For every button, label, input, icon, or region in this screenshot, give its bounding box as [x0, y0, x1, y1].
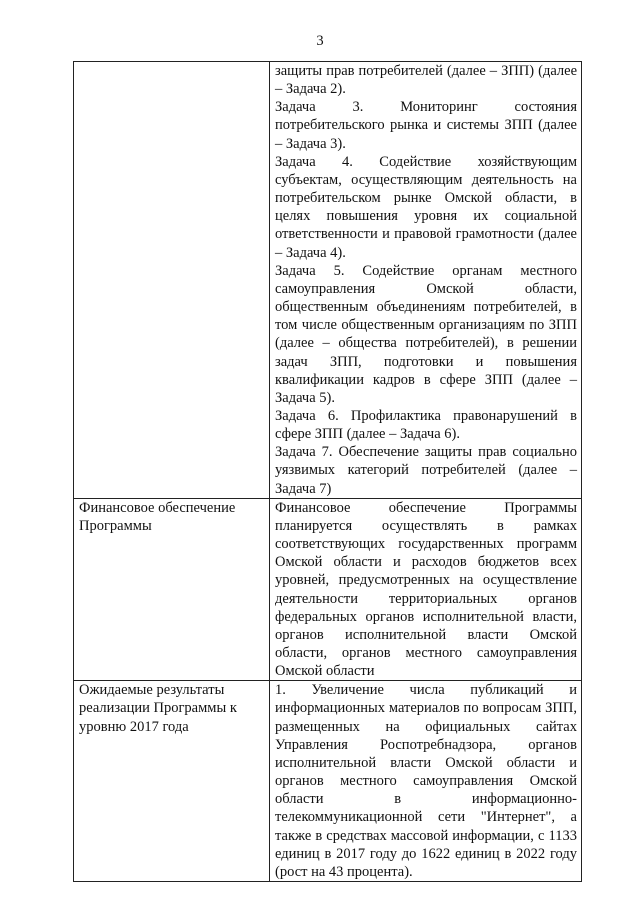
tasks-content-cell	[270, 62, 582, 499]
program-passport-table	[73, 61, 582, 882]
task-6-text: Задача 6. Профилактика правонарушений в сфере ЗПП (далее – Задача 6).	[275, 407, 577, 443]
expected-result-1-text: 1. Увеличение числа публикаций и информационных материалов по вопросам ЗПП, размещенных на официальных сайтах Управления Роспотребнадзора, органов исполнительной власти Омской области и органов местного самоуправления Омской области в информационно-телекоммуникационной сети "Интернет", а также в средствах массовой информации, с 1133 единиц в 2017 году до 1622 единиц в 2022 году (рост на 43 процента).	[275, 682, 577, 880]
task-7-text: Задача 7. Обеспечение защиты прав социально уязвимых категорий потребителей (далее – Задача 7)	[275, 444, 577, 497]
task-3-text: Задача 3. Мониторинг состояния потребительского рынка и системы ЗПП (далее – Задача 3).	[275, 99, 577, 152]
table-row-financing	[74, 498, 582, 681]
financing-text: Финансовое обеспечение Программы планируется осуществлять в рамках соответствующих государственных программ Омской области и расходов бюджетов всех уровней, предусмотренных на осуществление деятельности территориальных органов федеральных органов исполнительной власти, органов исполнительной власти Омской области, органов местного самоуправления Омской области	[275, 499, 577, 680]
expected-results-label: Ожидаемые результаты реализации Программы к уровню 2017 года	[74, 681, 270, 882]
table-row-tasks	[74, 62, 582, 499]
task-2-continuation: защиты прав потребителей (далее – ЗПП) (далее – Задача 2).	[275, 63, 577, 98]
task-5-text: Задача 5. Содействие органам местного самоуправления Омской области, общественным объединениям потребителей, в том числе общественным организациям по ЗПП (далее – общества потребителей), в решении задач ЗПП, подготовки и повышения квалификации кадров в сфере ЗПП (далее – Задача 5).	[275, 262, 577, 406]
row-label-cell	[74, 62, 270, 499]
table-row-expected-results	[74, 681, 582, 882]
financing-content-cell	[270, 498, 582, 681]
financing-label: Финансовое обеспечение Программы	[74, 498, 270, 681]
task-4-text: Задача 4. Содействие хозяйствующим субъектам, осуществляющим деятельность на потребительском рынке Омской области, в целях повышения уровня их социальной ответственности и правовой грамотности (далее – Задача 4).	[275, 153, 577, 261]
expected-results-content-cell	[270, 681, 582, 882]
page-number: 3	[316, 33, 324, 49]
